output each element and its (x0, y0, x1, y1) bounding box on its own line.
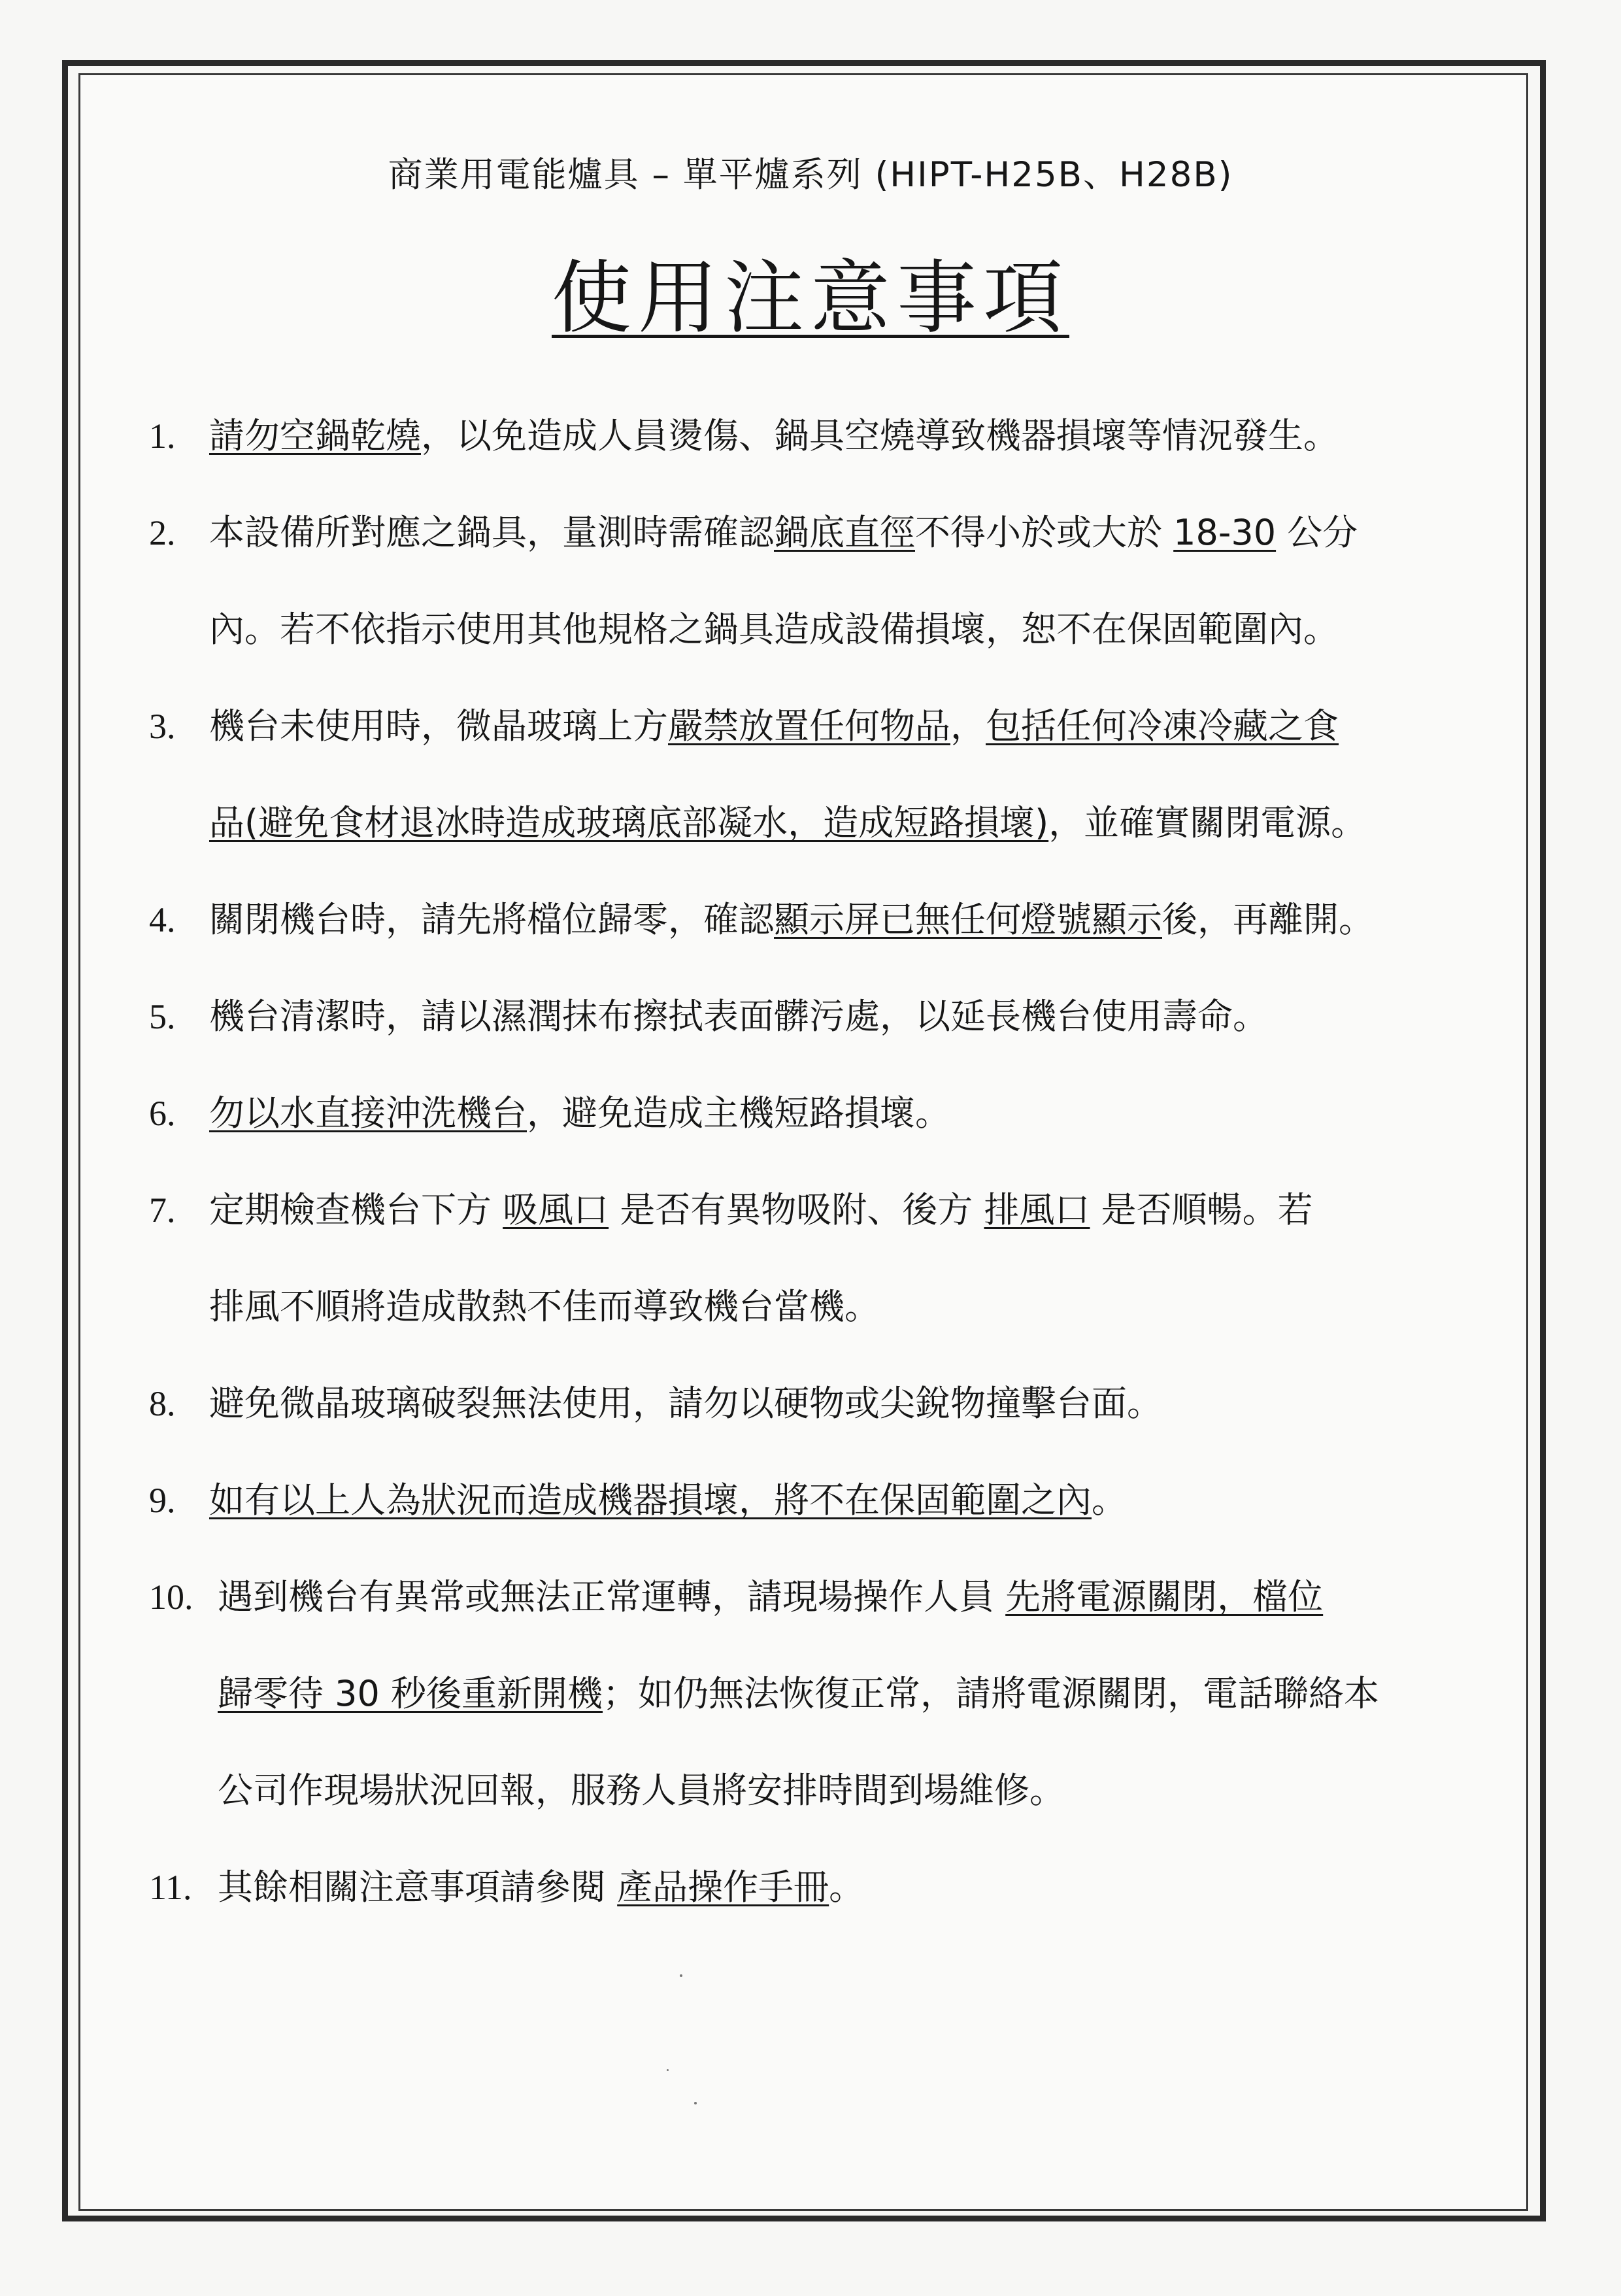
notice-item-line (209, 509, 1358, 557)
notice-text: 不得小於或大於 (915, 512, 1174, 553)
emphasized-text: 品(避免食材退冰時造成玻璃底部凝水，造成短路損壞) (209, 802, 1049, 843)
notice-item-line (209, 1379, 1162, 1428)
notice-text: 關閉機台時，請先將檔位歸零，確認 (209, 899, 774, 940)
notice-item-number: 11. (149, 1868, 192, 1907)
notice-text: 公司作現場狀況回報，服務人員將安排時間到場維修。 (218, 1770, 1065, 1811)
notice-item-line (209, 1089, 950, 1138)
notice-item-number: 2. (149, 513, 176, 552)
notice-item-line (218, 1766, 1065, 1815)
scan-speck (694, 2102, 697, 2104)
document-title-text: 使用注意事項 (552, 252, 1069, 345)
emphasized-text: 包括任何冷凍冷藏之食 (986, 705, 1339, 747)
notice-text: 其餘相關注意事項請參閱 (218, 1866, 618, 1908)
notice-item-line (209, 896, 1374, 944)
notice-item-line (209, 702, 1339, 751)
notice-item-line (209, 992, 1268, 1041)
notice-item-number: 6. (149, 1094, 176, 1133)
notice-text: 機台未使用時，微晶玻璃上方 (209, 705, 668, 747)
notice-text: 是否順暢。若 (1090, 1189, 1313, 1230)
notice-text: 定期檢查機台下方 (209, 1189, 503, 1230)
notice-text: 機台清潔時，請以濕潤抹布擦拭表面髒污處，以延長機台使用壽命。 (209, 996, 1268, 1037)
notice-item-line (209, 799, 1366, 847)
notice-text: 避免微晶玻璃破裂無法使用，請勿以硬物或尖銳物撞擊台面。 (209, 1383, 1162, 1424)
document-subtitle: 商業用電能爐具 – 單平爐系列 (HIPT-H25B、H28B) (388, 155, 1233, 195)
notice-text: 。 (829, 1866, 865, 1908)
notice-text: 公分 (1276, 512, 1358, 553)
emphasized-text: 歸零待 30 秒後重新開機 (218, 1673, 603, 1714)
notice-item-number: 3. (149, 707, 176, 746)
notice-item-number: 4. (149, 900, 176, 939)
notice-item-number: 5. (149, 997, 176, 1036)
emphasized-text: 顯示屏已無任何燈號顯示 (774, 899, 1162, 940)
notice-text: ，並確實關閉電源。 (1048, 802, 1367, 843)
notice-item-line (209, 605, 1339, 654)
scan-speck (667, 2069, 669, 2071)
notice-item-number: 7. (149, 1190, 176, 1230)
notice-item-line (218, 1573, 1323, 1621)
emphasized-text: 勿以水直接沖洗機台 (209, 1092, 527, 1134)
notice-item-number: 10. (149, 1578, 193, 1617)
notice-text: ， (950, 705, 986, 747)
emphasized-text: 鍋底直徑 (774, 512, 915, 553)
notice-text: ；如仍無法恢復正常，請將電源關閉，電話聯絡本 (603, 1673, 1380, 1714)
notice-item-line (218, 1670, 1379, 1718)
emphasized-text: 產品操作手冊 (617, 1866, 829, 1908)
notice-text: 是否有異物吸附、後方 (609, 1189, 984, 1230)
notice-item-number: 1. (149, 416, 176, 456)
notice-text: ，避免造成主機短路損壞。 (527, 1092, 950, 1134)
notice-text: 。 (1092, 1479, 1127, 1521)
notice-item-line (209, 1186, 1313, 1234)
emphasized-text: 嚴禁放置任何物品 (668, 705, 950, 747)
notice-item-number: 9. (149, 1481, 176, 1520)
notice-text: ，以免造成人員燙傷、鍋具空燒導致機器損壞等情況發生。 (421, 415, 1339, 456)
emphasized-text: 排風口 (984, 1189, 1090, 1230)
scan-speck (680, 1974, 682, 1977)
notice-text: 後，再離開。 (1162, 899, 1374, 940)
notice-item-number: 8. (149, 1384, 176, 1423)
notice-item-line (218, 1863, 864, 1912)
notice-text: 遇到機台有異常或無法正常運轉，請現場操作人員 (218, 1576, 1006, 1617)
notice-text: 內。若不依指示使用其他規格之鍋具造成設備損壞，恕不在保固範圍內。 (209, 609, 1339, 650)
notice-text: 排風不順將造成散熱不佳而導致機台當機。 (209, 1286, 880, 1327)
emphasized-text: 如有以上人為狀況而造成機器損壞，將不在保固範圍之內 (209, 1479, 1092, 1521)
emphasized-text: 請勿空鍋乾燒 (209, 415, 421, 456)
emphasized-text: 吸風口 (503, 1189, 609, 1230)
notice-item-line (209, 1283, 880, 1331)
document-title (0, 234, 1621, 348)
emphasized-text: 18-30 (1173, 512, 1277, 553)
notice-text: 本設備所對應之鍋具，量測時需確認 (209, 512, 774, 553)
emphasized-text: 先將電源關閉，檔位 (1005, 1576, 1324, 1617)
notice-item-line (209, 1476, 1127, 1525)
notice-item-line (209, 412, 1339, 460)
